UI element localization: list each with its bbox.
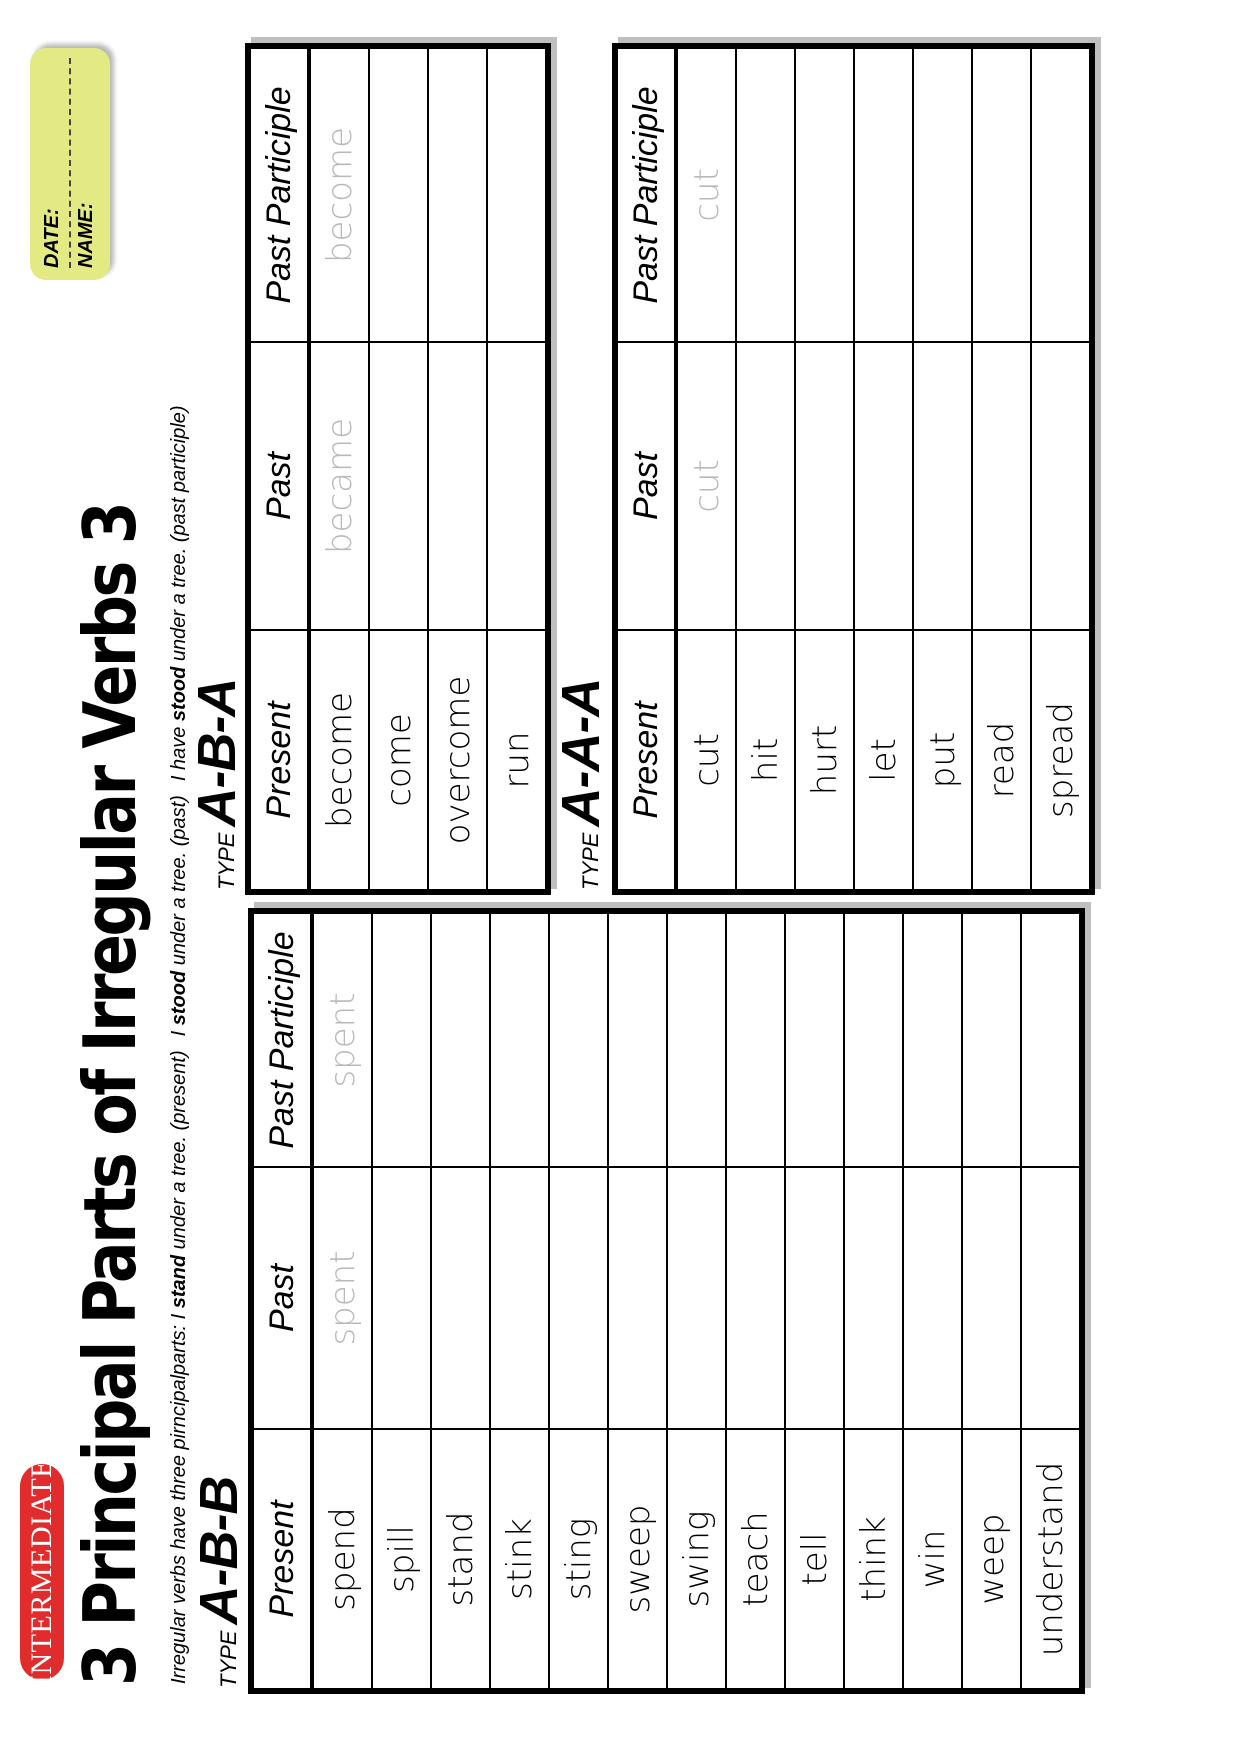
past-answer-cell[interactable] [972, 342, 1031, 630]
past-answer-cell[interactable]: cut [676, 342, 736, 630]
header-past-participle: Past Participle [251, 911, 312, 1167]
past-participle-answer-cell[interactable]: spent [312, 911, 372, 1167]
type-aaa-heading [548, 678, 611, 890]
table-row [785, 911, 844, 1691]
intro-past-lead: I [168, 1025, 190, 1037]
present-cell: teach [726, 1429, 785, 1691]
past-participle-answer-cell[interactable] [549, 911, 608, 1167]
past-answer-cell[interactable] [428, 342, 487, 630]
past-participle-answer-cell[interactable] [608, 911, 667, 1167]
header-past: Past [248, 342, 309, 630]
past-participle-answer-cell[interactable] [903, 911, 962, 1167]
past-participle-answer-cell[interactable]: become [309, 46, 369, 342]
present-cell: stink [490, 1429, 549, 1691]
present-cell: think [844, 1429, 903, 1691]
type-aba-code: A-B-A [187, 678, 247, 827]
past-participle-answer-cell[interactable] [736, 46, 795, 342]
name-label: NAME: [74, 202, 97, 268]
present-cell: let [854, 630, 913, 892]
type-aba-heading [184, 678, 247, 890]
level-badge: INTERMEDIATE [20, 1464, 64, 1680]
past-participle-answer-cell[interactable] [854, 46, 913, 342]
present-cell: spend [312, 1429, 372, 1691]
table-row [312, 911, 372, 1691]
intro-past-verb: stood [168, 970, 190, 1026]
type-abb-word: TYPE [216, 1630, 241, 1688]
past-participle-answer-cell[interactable] [962, 911, 1021, 1167]
table-row [854, 46, 913, 892]
table-row [487, 46, 548, 892]
table-row [490, 911, 549, 1691]
past-answer-cell[interactable] [913, 342, 972, 630]
header-present: Present [248, 630, 309, 892]
table-row [428, 46, 487, 892]
name-field[interactable] [68, 58, 104, 268]
present-cell: become [309, 630, 369, 892]
table-row [913, 46, 972, 892]
table-header-row [251, 911, 312, 1691]
date-label: DATE: [40, 208, 63, 268]
past-answer-cell[interactable] [726, 1167, 785, 1429]
table-row [1021, 911, 1082, 1691]
present-cell: put [913, 630, 972, 892]
table-row [369, 46, 428, 892]
table-row [726, 911, 785, 1691]
past-participle-answer-cell[interactable] [913, 46, 972, 342]
intro-pp-rest: under a tree. (past participle) [168, 405, 190, 667]
present-cell: sweep [608, 1429, 667, 1691]
table-row [736, 46, 795, 892]
intro-pp-verb: stood [168, 666, 190, 722]
past-participle-answer-cell[interactable] [487, 46, 548, 342]
past-participle-answer-cell[interactable] [667, 911, 726, 1167]
past-answer-cell[interactable] [1031, 342, 1092, 630]
past-answer-cell[interactable] [962, 1167, 1021, 1429]
table-row [667, 911, 726, 1691]
past-answer-cell[interactable] [736, 342, 795, 630]
table-row [608, 911, 667, 1691]
header-present: Present [251, 1429, 312, 1691]
past-answer-cell[interactable] [854, 342, 913, 630]
header-past-participle: Past Participle [248, 46, 309, 342]
table-row [972, 46, 1031, 892]
table-row [372, 911, 431, 1691]
present-cell: hit [736, 630, 795, 892]
table-row [844, 911, 903, 1691]
present-cell: spread [1031, 630, 1092, 892]
header-past-participle: Past Participle [615, 46, 676, 342]
intro-pp-lead: I have [168, 721, 190, 782]
past-answer-cell[interactable] [487, 342, 548, 630]
date-field[interactable] [34, 58, 70, 268]
present-cell: hurt [795, 630, 854, 892]
present-cell: sting [549, 1429, 608, 1691]
table-aaa [612, 43, 1095, 895]
table-abb [248, 908, 1085, 1694]
past-answer-cell[interactable] [372, 1167, 431, 1429]
present-cell: come [369, 630, 428, 892]
past-participle-answer-cell[interactable] [428, 46, 487, 342]
table-aba [245, 43, 551, 895]
past-participle-answer-cell[interactable] [726, 911, 785, 1167]
type-aaa-word: TYPE [578, 832, 603, 890]
past-answer-cell[interactable] [431, 1167, 490, 1429]
past-answer-cell[interactable] [844, 1167, 903, 1429]
table-row [962, 911, 1021, 1691]
table-row [431, 911, 490, 1691]
past-answer-cell[interactable]: became [309, 342, 369, 630]
intro-present-rest: under a tree. (present) [168, 1050, 190, 1255]
intro-lead: Irregular verbs have three pirncipalparts: I [168, 1308, 190, 1684]
header-present: Present [615, 630, 676, 892]
type-aba-word: TYPE [214, 832, 239, 890]
past-answer-cell[interactable]: spent [312, 1167, 372, 1429]
past-participle-answer-cell[interactable] [785, 911, 844, 1167]
past-answer-cell[interactable] [667, 1167, 726, 1429]
present-cell: read [972, 630, 1031, 892]
past-participle-answer-cell[interactable] [372, 911, 431, 1167]
present-cell: cut [676, 630, 736, 892]
header-past: Past [615, 342, 676, 630]
table-row [309, 46, 369, 892]
table-row [676, 46, 736, 892]
past-participle-answer-cell[interactable] [1021, 911, 1082, 1167]
past-answer-cell[interactable] [795, 342, 854, 630]
present-cell: run [487, 630, 548, 892]
past-answer-cell[interactable] [608, 1167, 667, 1429]
table-row [1031, 46, 1092, 892]
page-title: 3 Principal Parts of Irregular Verbs 3 [68, 503, 152, 1686]
type-abb-heading [186, 1476, 249, 1688]
past-answer-cell[interactable] [369, 342, 428, 630]
past-participle-answer-cell[interactable] [972, 46, 1031, 342]
past-participle-answer-cell[interactable] [490, 911, 549, 1167]
table-row [549, 911, 608, 1691]
past-answer-cell[interactable] [903, 1167, 962, 1429]
present-cell: spill [372, 1429, 431, 1691]
past-participle-answer-cell[interactable]: cut [676, 46, 736, 342]
past-participle-answer-cell[interactable] [431, 911, 490, 1167]
present-cell: weep [962, 1429, 1021, 1691]
table-row [795, 46, 854, 892]
table-header-row [248, 46, 309, 892]
table-header-row [615, 46, 676, 892]
table-row [903, 911, 962, 1691]
intro-present-verb: stand [168, 1254, 190, 1309]
past-participle-answer-cell[interactable] [795, 46, 854, 342]
present-cell: tell [785, 1429, 844, 1691]
present-cell: stand [431, 1429, 490, 1691]
past-participle-answer-cell[interactable] [369, 46, 428, 342]
past-participle-answer-cell[interactable] [1031, 46, 1092, 342]
intro-past-rest: under a tree. (past) [168, 795, 190, 971]
student-info-box [30, 48, 110, 280]
present-cell: swing [667, 1429, 726, 1691]
past-answer-cell[interactable] [785, 1167, 844, 1429]
header-past: Past [251, 1167, 312, 1429]
present-cell: win [903, 1429, 962, 1691]
type-abb-code: A-B-B [189, 1476, 249, 1625]
present-cell: overcome [428, 630, 487, 892]
past-participle-answer-cell[interactable] [844, 911, 903, 1167]
past-answer-cell[interactable] [1021, 1167, 1082, 1429]
type-aaa-code: A-A-A [551, 678, 611, 827]
past-answer-cell[interactable] [549, 1167, 608, 1429]
present-cell: understand [1021, 1429, 1082, 1691]
past-answer-cell[interactable] [490, 1167, 549, 1429]
